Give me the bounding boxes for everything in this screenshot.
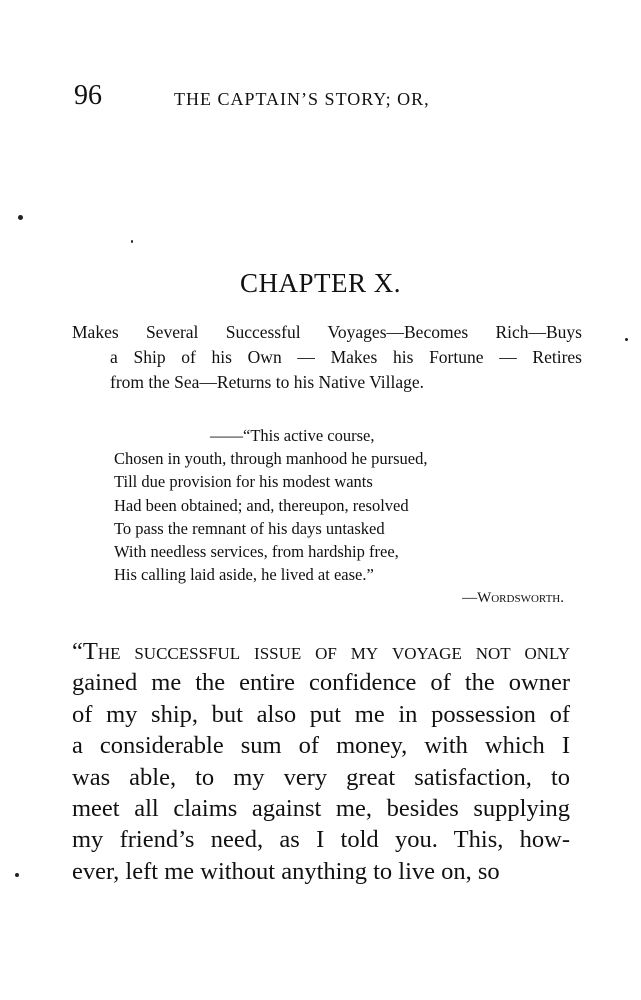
epigraph-line: ——“This active course, xyxy=(210,426,375,445)
body-line: meet all claims against me, besides supplying xyxy=(72,795,570,823)
epigraph-line: His calling laid aside, he lived at ease.” xyxy=(114,565,374,585)
epigraph xyxy=(114,424,564,611)
body-line: my friend’s need, as I told you. This, how- xyxy=(72,826,570,854)
body-line: gained me the entire confidence of the owner xyxy=(72,669,570,697)
page-number: 96 xyxy=(74,80,102,111)
scan-speck xyxy=(15,873,19,877)
body-line: of my ship, but also put me in possession of xyxy=(72,700,570,728)
body-line: ever, left me without anything to live on, so xyxy=(72,857,500,885)
running-head xyxy=(74,82,574,112)
epigraph-line: Chosen in youth, through manhood he pursued, xyxy=(114,449,428,469)
body-paragraph xyxy=(72,636,570,887)
running-title: THE CAPTAIN’S STORY; OR, xyxy=(174,89,430,109)
epigraph-line: With needless services, from hardship free, xyxy=(114,542,399,562)
epigraph-line: Had been obtained; and, thereupon, resolved xyxy=(114,495,409,515)
synopsis-line: from the Sea—Returns to his Native Village. xyxy=(110,372,425,392)
synopsis-line: a Ship of his Own — Makes his Fortune — Retires xyxy=(110,347,582,367)
epigraph-line: To pass the remnant of his days untasked xyxy=(114,518,385,538)
scan-speck xyxy=(131,240,133,243)
chapter-synopsis xyxy=(72,320,582,395)
epigraph-line: Till due provision for his modest wants xyxy=(114,472,373,492)
epigraph-attribution: —Wordsworth. xyxy=(462,590,564,607)
body-line: a considerable sum of money, with which I xyxy=(72,732,570,760)
body-line: “The successful issue of my voyage not only xyxy=(72,638,570,665)
body-line: was able, to my very great satisfaction, to xyxy=(72,763,570,791)
scan-speck xyxy=(18,215,23,220)
scan-speck xyxy=(625,338,628,341)
synopsis-line: Makes Several Successful Voyages—Becomes Rich—Buys xyxy=(72,322,582,342)
chapter-title: CHAPTER X. xyxy=(239,268,401,298)
